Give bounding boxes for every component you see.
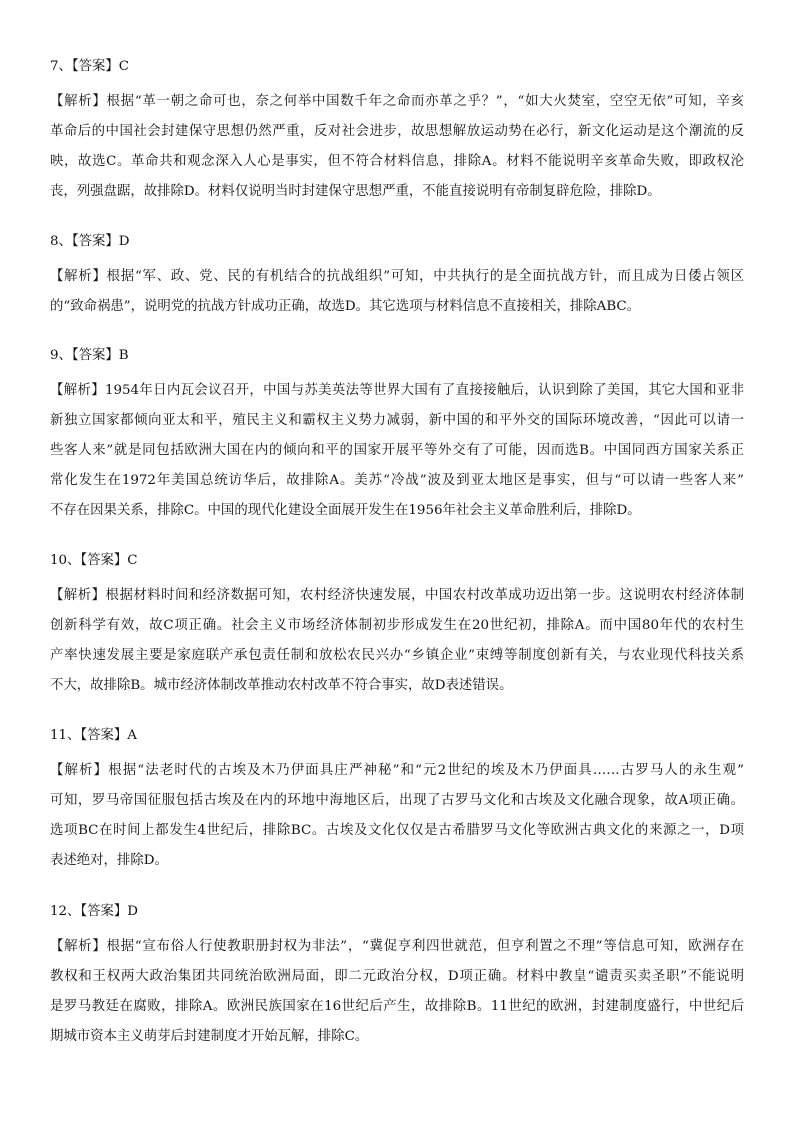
analysis-line: 期城市资本主义萌芽后封建制度才开始瓦解，排除C。 xyxy=(50,1029,369,1044)
analysis-line: 可知，罗马帝国征服包括古埃及在内的环地中海地区后，出现了古罗马文化和古埃及文化融合现象，故A项正确。 xyxy=(50,793,744,808)
answer-9: 9、【答案】B xyxy=(50,348,129,363)
answer-8: 8、【答案】D xyxy=(50,234,130,249)
analysis-line: 丧，列强盘踞，故排除D。材料仅说明当时封建保守思想严重，不能直接说明有帝制复辟危险，排除D。 xyxy=(50,184,661,199)
analysis-line: 教权和王权两大政治集团共同统治欧洲局面，即二元政治分权，D项正确。材料中教皇“谴责买卖圣职”不能说明 xyxy=(50,969,744,984)
analysis-line: 映，故选C。革命共和观念深入人心是事实，但不符合材料信息，排除A。材料不能说明辛亥革命失败，即政权沦 xyxy=(50,154,744,169)
analysis-11 xyxy=(50,756,744,876)
analysis-line: 新独立国家都倾向亚太和平，殖民主义和霸权主义势力减弱，新中国的和平外交的国际环境改善，“因此可以请一 xyxy=(50,413,744,428)
analysis-line: 创新科学有效，故C项正确。社会主义市场经济体制初步形成发生在20世纪初，排除A。而中国80年代的农村生 xyxy=(50,618,744,633)
analysis-line: 【解析】根据材料时间和经济数据可知，农村经济快速发展，中国农村改革成功迈出第一步。这说明农村经济体制 xyxy=(50,588,744,603)
analysis-line: 是罗马教廷在腐败，排除A。欧洲民族国家在16世纪后产生，故排除B。11世纪的欧洲，封建制度盛行，中世纪后 xyxy=(50,999,744,1014)
analysis-9 xyxy=(50,376,744,526)
analysis-line: 些客人来”就是同包括欧洲大国在内的倾向和平的国家开展平等外交有了可能，因而选B。中国同西方国家关系正 xyxy=(50,443,744,458)
answer-11: 11、【答案】A xyxy=(50,728,137,743)
answer-10: 10、【答案】C xyxy=(50,553,138,568)
analysis-line: 选项BC在时间上都发生4世纪后，排除BC。古埃及文化仅仅是古希腊罗马文化等欧洲古典文化的来源之一，D项 xyxy=(50,823,744,838)
analysis-line: 【解析】根据“军、政、党、民的有机结合的抗战组织”可知，中共执行的是全面抗战方针，而且成为日倭占领区 xyxy=(50,269,744,284)
analysis-8 xyxy=(50,262,744,322)
analysis-line: 产率快速发展主要是家庭联产承包责任制和放松农民兴办“乡镇企业”束缚等制度创新有关，与农业现代科技关系 xyxy=(50,648,744,663)
analysis-line: 【解析】1954年日内瓦会议召开，中国与苏美英法等世界大国有了直接接触后，认识到除了美国，其它大国和亚非 xyxy=(50,383,744,398)
analysis-line: 不大，故排除B。城市经济体制改革推动农村改革不符合事实，故D表述错误。 xyxy=(50,678,513,693)
analysis-line: 【解析】根据“法老时代的古埃及木乃伊面具庄严神秘”和“元2世纪的埃及木乃伊面具……古罗马人的永生观” xyxy=(50,763,744,778)
analysis-line: 常化发生在1972年美国总统访华后，故排除A。美苏“冷战”波及到亚太地区是事实，但与“可以请一些客人来” xyxy=(50,473,744,488)
analysis-12 xyxy=(50,932,744,1052)
analysis-line: 革命后的中国社会封建保守思想仍然严重，反对社会进步，故思想解放运动势在必行，新文化运动是这个潮流的反 xyxy=(50,124,744,139)
analysis-line: 不存在因果关系，排除C。中国的现代化建设全面展开发生在1956年社会主义革命胜利后，排除D。 xyxy=(50,503,641,518)
analysis-line: 表述绝对，排除D。 xyxy=(50,853,168,868)
analysis-line: 的“致命祸患”，说明党的抗战方针成功正确，故选D。其它选项与材料信息不直接相关，排除ABC。 xyxy=(50,299,641,314)
analysis-7 xyxy=(50,87,744,207)
analysis-line: 【解析】根据“宣布俗人行使教职册封权为非法”，“冀促亨利四世就范，但亨利置之不理”等信息可知，欧洲存在 xyxy=(50,939,744,954)
answer-12: 12、【答案】D xyxy=(50,904,139,919)
analysis-line: 【解析】根据“革一朝之命可也，奈之何举中国数千年之命而亦革之乎？”，“如大火焚室，空空无依”可知，辛亥 xyxy=(50,94,744,109)
analysis-10 xyxy=(50,581,744,701)
answer-7: 7、【答案】C xyxy=(50,59,130,74)
